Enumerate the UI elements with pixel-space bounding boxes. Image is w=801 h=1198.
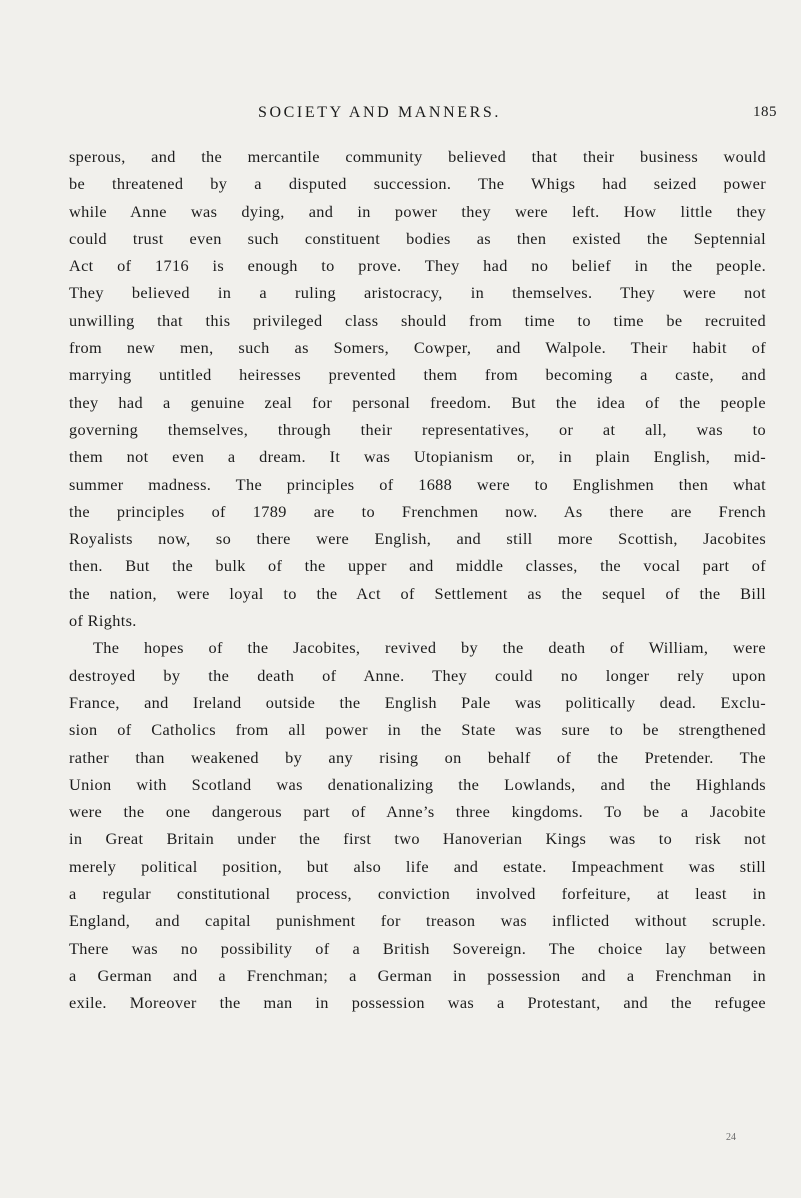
text-line: There was no possibility of a British Sovereign. The choice lay between	[69, 938, 766, 958]
text-line: the principles of 1789 are to Frenchmen now. As there are French	[69, 501, 766, 521]
text-line: in Great Britain under the first two Hanoverian Kings was to risk not	[69, 829, 766, 849]
text-line: Union with Scotland was denationalizing the Lowlands, and the Highlands	[69, 774, 766, 794]
text-line: from new men, such as Somers, Cowper, and Walpole. Their habit of	[69, 338, 766, 358]
text-line: summer madness. The principles of 1688 were to Englishmen then what	[69, 474, 766, 494]
text-line: could trust even such constituent bodies as then existed the Septennial	[69, 228, 766, 248]
text-line: were the one dangerous part of Anne’s three kingdoms. To be a Jacobite	[69, 802, 766, 822]
text-line: sion of Catholics from all power in the State was sure to be strengthened	[69, 720, 766, 740]
text-line: Act of 1716 is enough to prove. They had no belief in the people.	[69, 256, 766, 276]
text-line: the nation, were loyal to the Act of Settlement as the sequel of the Bill	[69, 583, 766, 603]
text-line: governing themselves, through their representatives, or at all, was to	[69, 419, 766, 439]
paragraph-first-line: The hopes of the Jacobites, revived by the death of William, were	[93, 638, 766, 658]
text-line: a regular constitutional process, conviction involved forfeiture, at least in	[69, 884, 766, 904]
text-line: destroyed by the death of Anne. They could no longer rely upon	[69, 665, 766, 685]
text-line: rather than weakened by any rising on behalf of the Pretender. The	[69, 747, 766, 767]
text-line: England, and capital punishment for treason was inflicted without scruple.	[69, 911, 766, 931]
body-text	[69, 143, 766, 1017]
text-line: France, and Ireland outside the English Pale was politically dead. Exclu-	[69, 692, 766, 712]
text-line: then. But the bulk of the upper and middle classes, the vocal part of	[69, 556, 766, 576]
text-line: merely political position, but also life and estate. Impeachment was still	[69, 856, 766, 876]
text-line: sperous, and the mercantile community believed that their business would	[69, 147, 766, 166]
text-line: they had a genuine zeal for personal freedom. But the idea of the people	[69, 392, 766, 412]
page-number: 185	[753, 104, 777, 120]
text-line: They believed in a ruling aristocracy, in themselves. They were not	[69, 283, 766, 303]
paragraph-last-line: of Rights.	[69, 611, 137, 631]
text-line: marrying untitled heiresses prevented them from becoming a caste, and	[69, 365, 766, 385]
text-line: be threatened by a disputed succession. The Whigs had seized power	[69, 174, 766, 194]
text-line: unwilling that this privileged class should from time to time be recruited	[69, 310, 766, 330]
text-line: Royalists now, so there were English, and still more Scottish, Jacobites	[69, 529, 766, 549]
text-line: while Anne was dying, and in power they were left. How little they	[69, 201, 766, 221]
text-line: exile. Moreover the man in possession was a Protestant, and the refugee	[69, 993, 766, 1013]
page-header	[0, 104, 801, 130]
signature-mark: 24	[726, 1132, 736, 1143]
text-line: them not even a dream. It was Utopianism or, in plain English, mid-	[69, 447, 766, 467]
text-line: a German and a Frenchman; a German in possession and a Frenchman in	[69, 965, 766, 985]
running-title: SOCIETY AND MANNERS.	[258, 104, 501, 121]
